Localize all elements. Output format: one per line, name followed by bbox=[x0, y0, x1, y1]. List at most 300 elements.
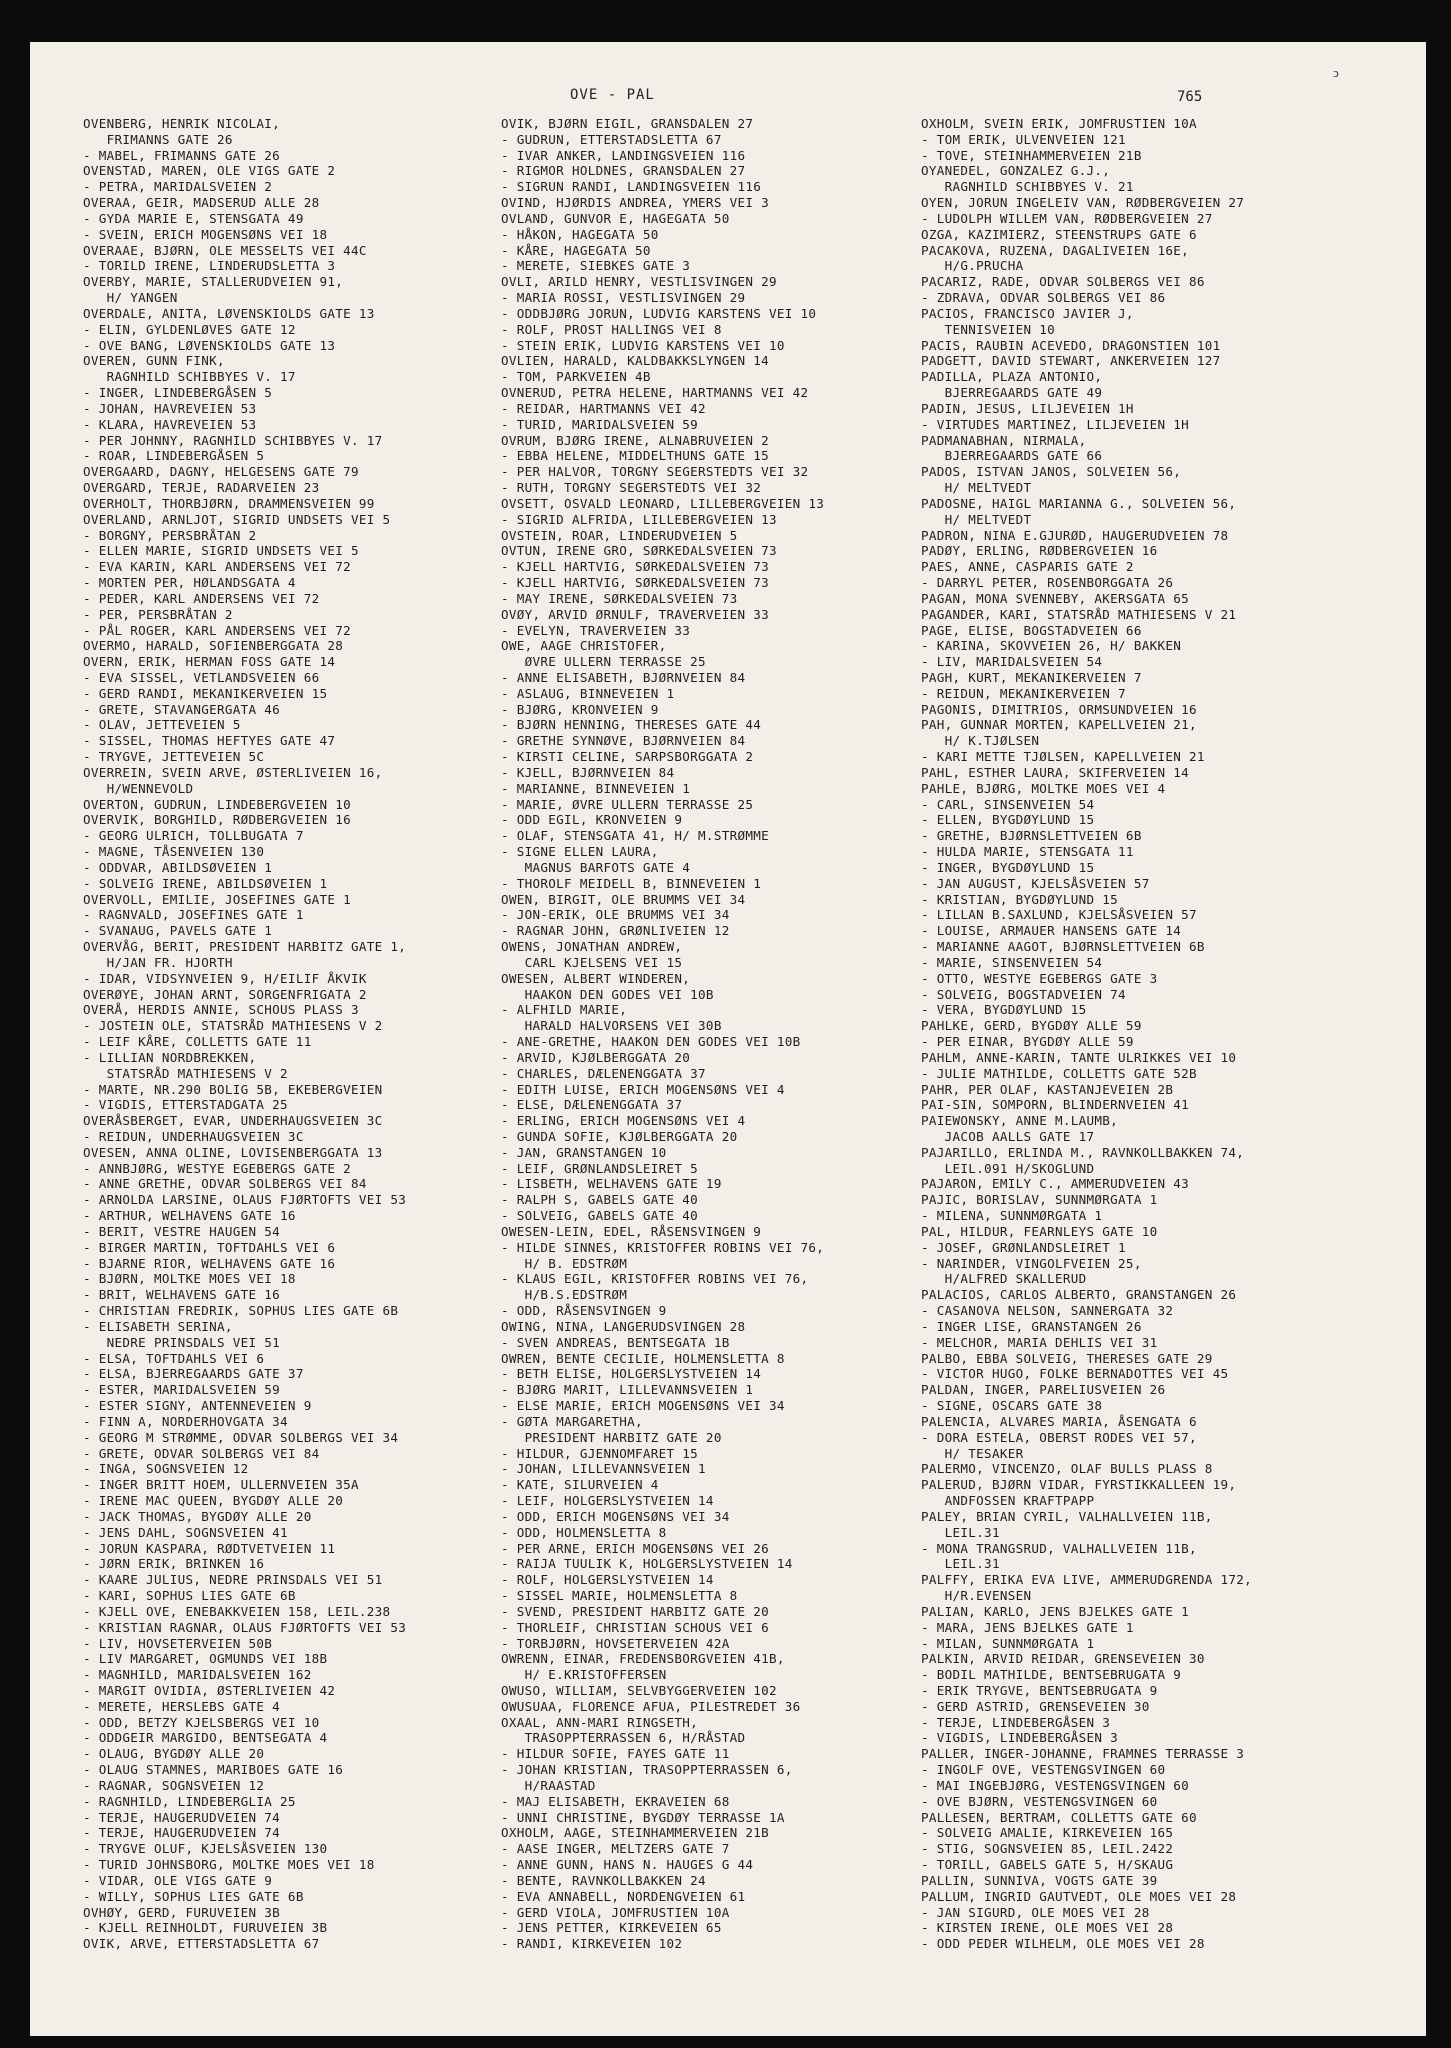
directory-entry-line: - LIV, MARIDALSVEIEN 54 bbox=[921, 654, 1103, 670]
directory-entry-line: - OLAV, JETTEVEIEN 5 bbox=[83, 717, 241, 733]
directory-entry-line: - GEORG M STRØMME, ODVAR SOLBERGS VEI 34 bbox=[83, 1429, 399, 1445]
directory-column-3 bbox=[921, 116, 1252, 1952]
directory-entry-line: - ELIN, GYLDENLØVES GATE 12 bbox=[83, 321, 296, 337]
directory-entry-line: H/RAASTAD bbox=[501, 1777, 596, 1793]
directory-entry-line: - KIRSTI CELINE, SARPSBORGGATA 2 bbox=[501, 749, 754, 765]
directory-entry-line: - INGER, LINDEBERGÅSEN 5 bbox=[83, 385, 273, 401]
directory-entry-line: - ODDGEIR MARGIDO, BENTSEGATA 4 bbox=[83, 1730, 328, 1746]
directory-entry-line: - DORA ESTELA, OBERST RODES VEI 57, bbox=[921, 1429, 1197, 1445]
directory-entry-line: PAGE, ELISE, BOGSTADVEIEN 66 bbox=[921, 622, 1142, 638]
directory-entry-line: - TURID, MARIDALSVEIEN 59 bbox=[501, 416, 699, 432]
directory-entry-line: - IVAR ANKER, LANDINGSVEIEN 116 bbox=[501, 147, 746, 163]
directory-entry-line: - PER ARNE, ERICH MOGENSØNS VEI 26 bbox=[501, 1540, 769, 1556]
directory-entry-line: OVRUM, BJØRG IRENE, ALNABRUVEIEN 2 bbox=[501, 432, 769, 448]
directory-entry-line: - JOSEF, GRØNLANDSLEIRET 1 bbox=[921, 1239, 1126, 1255]
directory-entry-line: - KJELL, BJØRNVEIEN 84 bbox=[501, 764, 675, 780]
directory-entry-line: - ROAR, LINDEBERGÅSEN 5 bbox=[83, 448, 265, 464]
directory-entry-line: PADIN, JESUS, LILJEVEIEN 1H bbox=[921, 400, 1134, 416]
directory-entry-line: - MAI INGEBJØRG, VESTENGSVINGEN 60 bbox=[921, 1777, 1189, 1793]
directory-entry-line: - SVEND, PRESIDENT HARBITZ GATE 20 bbox=[501, 1603, 769, 1619]
directory-entry-line: PAES, ANNE, CASPARIS GATE 2 bbox=[921, 559, 1134, 575]
directory-entry-line: OVERAAE, BJØRN, OLE MESSELTS VEI 44C bbox=[83, 242, 367, 258]
directory-entry-line: OVHØY, GERD, FURUVEIEN 3B bbox=[83, 1904, 281, 1920]
directory-entry-line: PADRON, NINA E.GJURØD, HAUGERUDVEIEN 78 bbox=[921, 527, 1229, 543]
directory-entry-line: - HILDE SINNES, KRISTOFFER ROBINS VEI 76, bbox=[501, 1239, 825, 1255]
directory-entry-line: PAGAN, MONA SVENNEBY, AKERSGATA 65 bbox=[921, 590, 1189, 606]
directory-entry-line: OXHOLM, AAGE, STEINHAMMERVEIEN 21B bbox=[501, 1825, 769, 1841]
directory-entry-line: PALERMO, VINCENZO, OLAF BULLS PLASS 8 bbox=[921, 1461, 1213, 1477]
directory-entry-line: - ANE-GRETHE, HAAKON DEN GODES VEI 10B bbox=[501, 1034, 801, 1050]
directory-entry-line: - INGER BRITT HOEM, ULLERNVEIEN 35A bbox=[83, 1477, 359, 1493]
directory-entry-line: - TRYGVE OLUF, KJELSÅSVEIEN 130 bbox=[83, 1841, 328, 1857]
directory-entry-line: - SIGRID ALFRIDA, LILLEBERGVEIEN 13 bbox=[501, 511, 777, 527]
directory-entry-line: PADOSNE, HAIGL MARIANNA G., SOLVEIEN 56, bbox=[921, 495, 1237, 511]
directory-entry-line: PALBO, EBBA SOLVEIG, THERESES GATE 29 bbox=[921, 1350, 1213, 1366]
directory-entry-line: - BENTE, RAVNKOLLBAKKEN 24 bbox=[501, 1872, 706, 1888]
directory-entry-line: OVERVOLL, EMILIE, JOSEFINES GATE 1 bbox=[83, 891, 351, 907]
directory-entry-line: - ALFHILD MARIE, bbox=[501, 1002, 628, 1018]
directory-entry-line: - IRENE MAC QUEEN, BYGDØY ALLE 20 bbox=[83, 1493, 344, 1509]
directory-entry-line: PADOS, ISTVAN JANOS, SOLVEIEN 56, bbox=[921, 464, 1182, 480]
directory-entry-line: PAHR, PER OLAF, KASTANJEVEIEN 2B bbox=[921, 1081, 1174, 1097]
directory-entry-line: - GUDRUN, ETTERSTADSLETTA 67 bbox=[501, 131, 722, 147]
page-number: 765 bbox=[1177, 89, 1203, 105]
directory-entry-line: CARL KJELSENS VEI 15 bbox=[501, 954, 683, 970]
directory-entry-line: PAJIC, BORISLAV, SUNNMØRGATA 1 bbox=[921, 1192, 1158, 1208]
directory-entry-line: PAHLKE, GERD, BYGDØY ALLE 59 bbox=[921, 1018, 1142, 1034]
directory-entry-line: - MERETE, SIEBKES GATE 3 bbox=[501, 258, 691, 274]
directory-entry-line: PACIS, RAUBIN ACEVEDO, DRAGONSTIEN 101 bbox=[921, 337, 1221, 353]
directory-entry-line: H/ TESAKER bbox=[921, 1445, 1024, 1461]
directory-entry-line: - GERD VIOLA, JOMFRUSTIEN 10A bbox=[501, 1904, 730, 1920]
directory-entry-line: - JULIE MATHILDE, COLLETTS GATE 52B bbox=[921, 1065, 1197, 1081]
directory-entry-line: - NARINDER, VINGOLFVEIEN 25, bbox=[921, 1255, 1142, 1271]
directory-entry-line: - VIRTUDES MARTINEZ, LILJEVEIEN 1H bbox=[921, 416, 1189, 432]
directory-entry-line: OVERVÅG, BERIT, PRESIDENT HARBITZ GATE 1, bbox=[83, 939, 407, 955]
directory-entry-line: - LEIF KÅRE, COLLETTS GATE 11 bbox=[83, 1034, 312, 1050]
directory-entry-line: OVIK, ARVE, ETTERSTADSLETTA 67 bbox=[83, 1936, 320, 1952]
directory-entry-line: PALDAN, INGER, PARELIUSVEIEN 26 bbox=[921, 1382, 1166, 1398]
directory-entry-line: - OVE BANG, LØVENSKIOLDS GATE 13 bbox=[83, 337, 336, 353]
directory-entry-line: H/B.S.EDSTRØM bbox=[501, 1287, 628, 1303]
directory-entry-line: PALKIN, ARVID REIDAR, GRENSEVEIEN 30 bbox=[921, 1651, 1205, 1667]
directory-entry-line: LEIL.31 bbox=[921, 1556, 1000, 1572]
directory-entry-line: - INGER LISE, GRANSTANGEN 26 bbox=[921, 1318, 1142, 1334]
directory-entry-line: PAL, HILDUR, FEARNLEYS GATE 10 bbox=[921, 1223, 1158, 1239]
directory-entry-line: - KARI METTE TJØLSEN, KAPELLVEIEN 21 bbox=[921, 749, 1205, 765]
directory-entry-line: - JOHAN, HAVREVEIEN 53 bbox=[83, 400, 257, 416]
directory-entry-line: - KJELL OVE, ENEBAKKVEIEN 158, LEIL.238 bbox=[83, 1603, 391, 1619]
directory-entry-line: - JOHAN KRISTIAN, TRASOPPTERRASSEN 6, bbox=[501, 1762, 793, 1778]
directory-entry-line: - MARIE, ØVRE ULLERN TERRASSE 25 bbox=[501, 796, 754, 812]
directory-entry-line: - RIGMOR HOLDNES, GRANSDALEN 27 bbox=[501, 163, 746, 179]
directory-entry-line: - OTTO, WESTYE EGEBERGS GATE 3 bbox=[921, 970, 1158, 986]
directory-entry-line: H/WENNEVOLD bbox=[83, 780, 194, 796]
directory-entry-line: - GERD ASTRID, GRENSEVEIEN 30 bbox=[921, 1698, 1150, 1714]
directory-entry-line: PAH, GUNNAR MORTEN, KAPELLVEIEN 21, bbox=[921, 717, 1197, 733]
directory-entry-line: OVENBERG, HENRIK NICOLAI, bbox=[83, 116, 281, 131]
directory-entry-line: - KARINA, SKOVVEIEN 26, H/ BAKKEN bbox=[921, 638, 1182, 654]
directory-entry-line: - LUDOLPH WILLEM VAN, RØDBERGVEIEN 27 bbox=[921, 210, 1213, 226]
directory-entry-line: OVENSTAD, MAREN, OLE VIGS GATE 2 bbox=[83, 163, 336, 179]
directory-page bbox=[30, 42, 1426, 2036]
directory-entry-line: OVERAA, GEIR, MADSERUD ALLE 28 bbox=[83, 195, 320, 211]
directory-entry-line: OVSTEIN, ROAR, LINDERUDVEIEN 5 bbox=[501, 527, 738, 543]
directory-entry-line: - STIG, SOGNSVEIEN 85, LEIL.2422 bbox=[921, 1841, 1174, 1857]
directory-entry-line: - RAGNAR JOHN, GRØNLIVEIEN 12 bbox=[501, 923, 730, 939]
directory-entry-line: - MELCHOR, MARIA DEHLIS VEI 31 bbox=[921, 1334, 1158, 1350]
directory-entry-line: - DARRYL PETER, ROSENBORGGATA 26 bbox=[921, 575, 1174, 591]
directory-entry-line: - KJELL HARTVIG, SØRKEDALSVEIEN 73 bbox=[501, 575, 769, 591]
directory-entry-line: - GYDA MARIE E, STENSGATA 49 bbox=[83, 210, 304, 226]
directory-entry-line: - VIDAR, OLE VIGS GATE 9 bbox=[83, 1872, 273, 1888]
directory-entry-line: - SVEIN, ERICH MOGENSØNS VEI 18 bbox=[83, 226, 328, 242]
directory-entry-line: - CHRISTIAN FREDRIK, SOPHUS LIES GATE 6B bbox=[83, 1303, 399, 1319]
directory-entry-line: - SOLVEIG AMALIE, KIRKEVEIEN 165 bbox=[921, 1825, 1174, 1841]
directory-entry-line: PRESIDENT HARBITZ GATE 20 bbox=[501, 1429, 722, 1445]
directory-entry-line: - RAGNVALD, JOSEFINES GATE 1 bbox=[83, 907, 304, 923]
directory-entry-line: - VIGDIS, LINDEBERGÅSEN 3 bbox=[921, 1730, 1119, 1746]
directory-entry-line: - REIDAR, HARTMANNS VEI 42 bbox=[501, 400, 706, 416]
directory-entry-line: - ESTER, MARIDALSVEIEN 59 bbox=[83, 1382, 281, 1398]
directory-entry-line: - MARIANNE AAGOT, BJØRNSLETTVEIEN 6B bbox=[921, 939, 1205, 955]
directory-entry-line: PALFFY, ERIKA EVA LIVE, AMMERUDGRENDA 172, bbox=[921, 1572, 1253, 1588]
directory-entry-line: - LOUISE, ARMAUER HANSENS GATE 14 bbox=[921, 923, 1182, 939]
page-title: OVE - PAL bbox=[570, 87, 655, 103]
directory-entry-line: OVERÅSBERGET, EVAR, UNDERHAUGSVEIEN 3C bbox=[83, 1113, 383, 1129]
directory-entry-line: OVERÅ, HERDIS ANNIE, SCHOUS PLASS 3 bbox=[83, 1002, 359, 1018]
directory-entry-line: OVNERUD, PETRA HELENE, HARTMANNS VEI 42 bbox=[501, 385, 809, 401]
directory-entry-line: - ELSE, DÆLENENGGATA 37 bbox=[501, 1097, 683, 1113]
directory-entry-line: - MABEL, FRIMANNS GATE 26 bbox=[83, 147, 281, 163]
corner-mark: ↄ bbox=[1333, 66, 1339, 81]
directory-entry-line: - INGA, SOGNSVEIEN 12 bbox=[83, 1461, 249, 1477]
directory-entry-line: - EBBA HELENE, MIDDELTHUNS GATE 15 bbox=[501, 448, 769, 464]
directory-entry-line: - THOROLF MEIDELL B, BINNEVEIEN 1 bbox=[501, 875, 762, 891]
directory-entry-line: - AASE INGER, MELTZERS GATE 7 bbox=[501, 1841, 730, 1857]
directory-entry-line: OVESEN, ANNA OLINE, LOVISENBERGGATA 13 bbox=[83, 1144, 383, 1160]
directory-entry-line: - PETRA, MARIDALSVEIEN 2 bbox=[83, 179, 273, 195]
directory-entry-line: - THORLEIF, CHRISTIAN SCHOUS VEI 6 bbox=[501, 1619, 769, 1635]
directory-entry-line: - ODD, HOLMENSLETTA 8 bbox=[501, 1524, 667, 1540]
directory-entry-line: - ESTER SIGNY, ANTENNEVEIEN 9 bbox=[83, 1398, 312, 1414]
directory-entry-line: OVERDALE, ANITA, LØVENSKIOLDS GATE 13 bbox=[83, 305, 375, 321]
directory-entry-line: - KLAUS EGIL, KRISTOFFER ROBINS VEI 76, bbox=[501, 1271, 809, 1287]
directory-entry-line: H/ MELTVEDT bbox=[921, 511, 1032, 527]
directory-entry-line: OVERN, ERIK, HERMAN FOSS GATE 14 bbox=[83, 654, 336, 670]
directory-entry-line: - ODD, RÅSENSVINGEN 9 bbox=[501, 1303, 667, 1319]
directory-entry-line: - PER EINAR, BYGDØY ALLE 59 bbox=[921, 1034, 1134, 1050]
directory-entry-line: - KARI, SOPHUS LIES GATE 6B bbox=[83, 1588, 296, 1604]
directory-entry-line: - ANNBJØRG, WESTYE EGEBERGS GATE 2 bbox=[83, 1160, 351, 1176]
directory-entry-line: - ARVID, KJØLBERGGATA 20 bbox=[501, 1049, 691, 1065]
directory-entry-line: - TOVE, STEINHAMMERVEIEN 21B bbox=[921, 147, 1142, 163]
directory-entry-line: - ELLEN MARIE, SIGRID UNDSETS VEI 5 bbox=[83, 543, 359, 559]
directory-entry-line: - TERJE, HAUGERUDVEIEN 74 bbox=[83, 1809, 281, 1825]
directory-entry-line: - KAARE JULIUS, NEDRE PRINSDALS VEI 51 bbox=[83, 1572, 383, 1588]
directory-entry-line: OVERVIK, BORGHILD, RØDBERGVEIEN 16 bbox=[83, 812, 351, 828]
directory-entry-line: - CHARLES, DÆLENENGGATA 37 bbox=[501, 1065, 706, 1081]
directory-entry-line: - MARIE, SINSENVEIEN 54 bbox=[921, 954, 1103, 970]
directory-entry-line: - GRETHE SYNNØVE, BJØRNVEIEN 84 bbox=[501, 733, 746, 749]
directory-entry-line: - UNNI CHRISTINE, BYGDØY TERRASSE 1A bbox=[501, 1809, 785, 1825]
directory-entry-line: H/R.EVENSEN bbox=[921, 1588, 1032, 1604]
directory-entry-line: - HILDUR SOFIE, FAYES GATE 11 bbox=[501, 1746, 730, 1762]
directory-entry-line: OVLAND, GUNVOR E, HAGEGATA 50 bbox=[501, 210, 730, 226]
directory-entry-line: - JAN SIGURD, OLE MOES VEI 28 bbox=[921, 1904, 1150, 1920]
directory-entry-line: - GØTA MARGARETHA, bbox=[501, 1413, 643, 1429]
directory-entry-line: - MARTE, NR.290 BOLIG 5B, EKEBERGVEIEN bbox=[83, 1081, 383, 1097]
directory-entry-line: - HILDUR, GJENNOMFARET 15 bbox=[501, 1445, 699, 1461]
directory-entry-line: - LILLIAN NORDBREKKEN, bbox=[83, 1049, 257, 1065]
directory-entry-line: OYEN, JORUN INGELEIV VAN, RØDBERGVEIEN 27 bbox=[921, 195, 1245, 211]
directory-entry-line: OWE, AAGE CHRISTOFER, bbox=[501, 638, 667, 654]
directory-entry-line: MAGNUS BARFOTS GATE 4 bbox=[501, 859, 691, 875]
directory-entry-line: - WILLY, SOPHUS LIES GATE 6B bbox=[83, 1888, 304, 1904]
directory-entry-line: - BJARNE RIOR, WELHAVENS GATE 16 bbox=[83, 1255, 336, 1271]
directory-entry-line: - PÅL ROGER, KARL ANDERSENS VEI 72 bbox=[83, 622, 351, 638]
directory-entry-line: - ELSA, BJERREGAARDS GATE 37 bbox=[83, 1366, 304, 1382]
directory-entry-line: OZGA, KAZIMIERZ, STEENSTRUPS GATE 6 bbox=[921, 226, 1197, 242]
directory-entry-line: - GRETE, ODVAR SOLBERGS VEI 84 bbox=[83, 1445, 320, 1461]
directory-entry-line: - BJØRN HENNING, THERESES GATE 44 bbox=[501, 717, 762, 733]
directory-entry-line: PAJARON, EMILY C., AMMERUDVEIEN 43 bbox=[921, 1176, 1189, 1192]
directory-entry-line: OVØY, ARVID ØRNULF, TRAVERVEIEN 33 bbox=[501, 606, 769, 622]
directory-entry-line: - ELISABETH SERINA, bbox=[83, 1318, 233, 1334]
directory-entry-line: - JORUN KASPARA, RØDTVETVEIEN 11 bbox=[83, 1540, 336, 1556]
directory-entry-line: PAGANDER, KARI, STATSRÅD MATHIESENS V 21 bbox=[921, 606, 1237, 622]
directory-entry-line: - MAJ ELISABETH, EKRAVEIEN 68 bbox=[501, 1793, 730, 1809]
directory-entry-line: - EVA ANNABELL, NORDENGVEIEN 61 bbox=[501, 1888, 746, 1904]
directory-entry-line: PACAKOVA, RUZENA, DAGALIVEIEN 16E, bbox=[921, 242, 1189, 258]
directory-entry-line: LEIL.31 bbox=[921, 1524, 1000, 1540]
directory-entry-line: PADMANABHAN, NIRMALA, bbox=[921, 432, 1087, 448]
directory-entry-line: OVERØYE, JOHAN ARNT, SORGENFRIGATA 2 bbox=[83, 986, 367, 1002]
directory-entry-line: - RANDI, KIRKEVEIEN 102 bbox=[501, 1936, 683, 1952]
directory-entry-line: - INGOLF OVE, VESTENGSVINGEN 60 bbox=[921, 1762, 1166, 1778]
directory-entry-line: OWEN, BIRGIT, OLE BRUMMS VEI 34 bbox=[501, 891, 746, 907]
directory-entry-line: - HÅKON, HAGEGATA 50 bbox=[501, 226, 659, 242]
directory-entry-line: OXHOLM, SVEIN ERIK, JOMFRUSTIEN 10A bbox=[921, 116, 1197, 131]
directory-entry-line: - BORGNY, PERSBRÅTAN 2 bbox=[83, 527, 257, 543]
directory-entry-line: - TORILL, GABELS GATE 5, H/SKAUG bbox=[921, 1857, 1174, 1873]
directory-entry-line: PAHLM, ANNE-KARIN, TANTE ULRIKKES VEI 10 bbox=[921, 1049, 1237, 1065]
directory-entry-line: - ASLAUG, BINNEVEIEN 1 bbox=[501, 685, 675, 701]
directory-entry-line: STATSRÅD MATHIESENS V 2 bbox=[83, 1065, 288, 1081]
directory-entry-line: - SOLVEIG, GABELS GATE 40 bbox=[501, 1208, 699, 1224]
directory-entry-line: RAGNHILD SCHIBBYES V. 21 bbox=[921, 179, 1134, 195]
directory-entry-line: OWUSUAA, FLORENCE AFUA, PILESTREDET 36 bbox=[501, 1698, 801, 1714]
directory-entry-line: - VIGDIS, ETTERSTADGATA 25 bbox=[83, 1097, 288, 1113]
directory-entry-line: - SIGNE, OSCARS GATE 38 bbox=[921, 1398, 1103, 1414]
directory-entry-line: - KLARA, HAVREVEIEN 53 bbox=[83, 416, 257, 432]
directory-entry-line: - BETH ELISE, HOLGERSLYSTVEIEN 14 bbox=[501, 1366, 762, 1382]
directory-entry-line: NEDRE PRINSDALS VEI 51 bbox=[83, 1334, 281, 1350]
directory-entry-line: - JENS PETTER, KIRKEVEIEN 65 bbox=[501, 1920, 722, 1936]
directory-entry-line: ANDFOSSEN KRAFTPAPP bbox=[921, 1493, 1095, 1509]
directory-entry-line: - RAIJA TUULIK K, HOLGERSLYSTVEIEN 14 bbox=[501, 1556, 793, 1572]
directory-entry-line: - VERA, BYGDØYLUND 15 bbox=[921, 1002, 1087, 1018]
directory-entry-line: - MARIANNE, BINNEVEIEN 1 bbox=[501, 780, 691, 796]
directory-entry-line: - ELSE MARIE, ERICH MOGENSØNS VEI 34 bbox=[501, 1398, 785, 1414]
directory-entry-line: - JØRN ERIK, BRINKEN 16 bbox=[83, 1556, 265, 1572]
directory-entry-line: - MILENA, SUNNMØRGATA 1 bbox=[921, 1208, 1103, 1224]
directory-entry-line: - PER HALVOR, TORGNY SEGERSTEDTS VEI 32 bbox=[501, 464, 809, 480]
directory-entry-line: PAIEWONSKY, ANNE M.LAUMB, bbox=[921, 1113, 1119, 1129]
directory-entry-line: PAI-SIN, SOMPORN, BLINDERNVEIEN 41 bbox=[921, 1097, 1189, 1113]
directory-entry-line: - TORBJØRN, HOVSETERVEIEN 42A bbox=[501, 1635, 730, 1651]
directory-entry-line: - KJELL REINHOLDT, FURUVEIEN 3B bbox=[83, 1920, 328, 1936]
directory-entry-line: OYANEDEL, GONZALEZ G.J., bbox=[921, 163, 1111, 179]
directory-entry-line: - CASANOVA NELSON, SANNERGATA 32 bbox=[921, 1303, 1174, 1319]
directory-entry-line: OWENS, JONATHAN ANDREW, bbox=[501, 939, 683, 955]
directory-entry-line: PAHLE, BJØRG, MOLTKE MOES VEI 4 bbox=[921, 780, 1166, 796]
directory-entry-line: - GRETE, STAVANGERGATA 46 bbox=[83, 701, 281, 717]
directory-entry-line: - RALPH S, GABELS GATE 40 bbox=[501, 1192, 699, 1208]
directory-entry-line: - ELSA, TOFTDAHLS VEI 6 bbox=[83, 1350, 265, 1366]
directory-entry-line: - LEIF, HOLGERSLYSTVEIEN 14 bbox=[501, 1493, 714, 1509]
directory-entry-line: - ODDBJØRG JORUN, LUDVIG KARSTENS VEI 10 bbox=[501, 305, 817, 321]
directory-entry-line: - MARGIT OVIDIA, ØSTERLIVEIEN 42 bbox=[83, 1682, 336, 1698]
directory-entry-line: - OVE BJØRN, VESTENGSVINGEN 60 bbox=[921, 1793, 1158, 1809]
directory-entry-line: - TERJE, LINDEBERGÅSEN 3 bbox=[921, 1714, 1111, 1730]
directory-entry-line: H/ALFRED SKALLERUD bbox=[921, 1271, 1087, 1287]
directory-entry-line: - GRETHE, BJØRNSLETTVEIEN 6B bbox=[921, 828, 1142, 844]
directory-entry-line: OVLIEN, HARALD, KALDBAKKSLYNGEN 14 bbox=[501, 353, 769, 369]
directory-entry-line: - SOLVEIG IRENE, ABILDSØVEIEN 1 bbox=[83, 875, 328, 891]
directory-entry-line: H/ E.KRISTOFFERSEN bbox=[501, 1667, 667, 1683]
directory-entry-line: - RUTH, TORGNY SEGERSTEDTS VEI 32 bbox=[501, 480, 762, 496]
directory-entry-line: - FINN A, NORDERHOVGATA 34 bbox=[83, 1413, 288, 1429]
directory-entry-line: - OLAUG STAMNES, MARIBOES GATE 16 bbox=[83, 1762, 344, 1778]
directory-entry-line: - BRIT, WELHAVENS GATE 16 bbox=[83, 1287, 281, 1303]
directory-entry-line: - ODDVAR, ABILDSØVEIEN 1 bbox=[83, 859, 273, 875]
directory-entry-line: - LIV MARGARET, OGMUNDS VEI 18B bbox=[83, 1651, 328, 1667]
directory-entry-line: - KJELL HARTVIG, SØRKEDALSVEIEN 73 bbox=[501, 559, 769, 575]
directory-entry-line: - EDITH LUISE, ERICH MOGENSØNS VEI 4 bbox=[501, 1081, 785, 1097]
directory-entry-line: - TURID JOHNSBORG, MOLTKE MOES VEI 18 bbox=[83, 1857, 375, 1873]
directory-entry-line: - GEORG ULRICH, TOLLBUGATA 7 bbox=[83, 828, 304, 844]
directory-entry-line: - SOLVEIG, BOGSTADVEIEN 74 bbox=[921, 986, 1126, 1002]
directory-entry-line: - JENS DAHL, SOGNSVEIEN 41 bbox=[83, 1524, 288, 1540]
directory-entry-line: OVLI, ARILD HENRY, VESTLISVINGEN 29 bbox=[501, 274, 777, 290]
directory-entry-line: - JAN, GRANSTANGEN 10 bbox=[501, 1144, 667, 1160]
directory-entry-line: OVIK, BJØRN EIGIL, GRANSDALEN 27 bbox=[501, 116, 754, 131]
directory-entry-line: - JAN AUGUST, KJELSÅSVEIEN 57 bbox=[921, 875, 1150, 891]
directory-entry-line: - CARL, SINSENVEIEN 54 bbox=[921, 796, 1095, 812]
directory-entry-line: - GUNDA SOFIE, KJØLBERGGATA 20 bbox=[501, 1129, 738, 1144]
directory-entry-line: PALERUD, BJØRN VIDAR, FYRSTIKKALLEEN 19, bbox=[921, 1477, 1237, 1493]
directory-entry-line: - BERIT, VESTRE HAUGEN 54 bbox=[83, 1223, 281, 1239]
directory-entry-line: - OLAF, STENSGATA 41, H/ M.STRØMME bbox=[501, 828, 769, 844]
directory-entry-line: PALENCIA, ALVARES MARIA, ÅSENGATA 6 bbox=[921, 1413, 1197, 1429]
directory-entry-line: PALLESEN, BERTRAM, COLLETTS GATE 60 bbox=[921, 1809, 1197, 1825]
directory-entry-line: - MERETE, HERSLEBS GATE 4 bbox=[83, 1698, 281, 1714]
directory-entry-line: - ODD, ERICH MOGENSØNS VEI 34 bbox=[501, 1508, 730, 1524]
directory-entry-line: PADILLA, PLAZA ANTONIO, bbox=[921, 369, 1103, 385]
directory-column-1 bbox=[83, 116, 406, 1952]
directory-entry-line: PAJARILLO, ERLINDA M., RAVNKOLLBAKKEN 74, bbox=[921, 1144, 1245, 1160]
directory-entry-line: - ANNE GRETHE, ODVAR SOLBERGS VEI 84 bbox=[83, 1176, 367, 1192]
directory-entry-line: LEIL.091 H/SKOGLUND bbox=[921, 1160, 1095, 1176]
directory-entry-line: - ELLEN, BYGDØYLUND 15 bbox=[921, 812, 1095, 828]
directory-entry-line: PACIOS, FRANCISCO JAVIER J, bbox=[921, 305, 1134, 321]
directory-entry-line: - MAY IRENE, SØRKEDALSVEIEN 73 bbox=[501, 590, 738, 606]
directory-entry-line: OVERGARD, TERJE, RADARVEIEN 23 bbox=[83, 480, 320, 496]
directory-entry-line: H/JAN FR. HJORTH bbox=[83, 954, 233, 970]
directory-entry-line: - MARA, JENS BJELKES GATE 1 bbox=[921, 1619, 1134, 1635]
directory-entry-line: - BJØRG, KRONVEIEN 9 bbox=[501, 701, 659, 717]
directory-entry-line: OVERLAND, ARNLJOT, SIGRID UNDSETS VEI 5 bbox=[83, 511, 391, 527]
directory-entry-line: - STEIN ERIK, LUDVIG KARSTENS VEI 10 bbox=[501, 337, 785, 353]
directory-entry-line: PADGETT, DAVID STEWART, ANKERVEIEN 127 bbox=[921, 353, 1221, 369]
directory-entry-line: HAAKON DEN GODES VEI 10B bbox=[501, 986, 714, 1002]
directory-entry-line: - EVA SISSEL, VETLANDSVEIEN 66 bbox=[83, 669, 320, 685]
directory-entry-line: - HULDA MARIE, STENSGATA 11 bbox=[921, 844, 1134, 860]
directory-entry-line: H/ K.TJØLSEN bbox=[921, 733, 1040, 749]
directory-entry-line: OVERGAARD, DAGNY, HELGESENS GATE 79 bbox=[83, 464, 359, 480]
directory-entry-line: - MILAN, SUNNMØRGATA 1 bbox=[921, 1635, 1095, 1651]
directory-entry-line: - RAGNHILD, LINDEBERGLIA 25 bbox=[83, 1793, 296, 1809]
directory-entry-line: - SVEN ANDREAS, BENTSEGATA 1B bbox=[501, 1334, 730, 1350]
directory-entry-line: PALLUM, INGRID GAUTVEDT, OLE MOES VEI 28 bbox=[921, 1888, 1237, 1904]
directory-entry-line: - EVA KARIN, KARL ANDERSENS VEI 72 bbox=[83, 559, 351, 575]
directory-entry-line: FRIMANNS GATE 26 bbox=[83, 131, 233, 147]
directory-entry-line: - TERJE, HAUGERUDVEIEN 74 bbox=[83, 1825, 281, 1841]
directory-entry-line: PALLIN, SUNNIVA, VOGTS GATE 39 bbox=[921, 1872, 1158, 1888]
directory-entry-line: - LEIF, GRØNLANDSLEIRET 5 bbox=[501, 1160, 699, 1176]
directory-entry-line: - SVANAUG, PAVELS GATE 1 bbox=[83, 923, 273, 939]
directory-entry-line: - TOM, PARKVEIEN 4B bbox=[501, 369, 651, 385]
directory-entry-line: OVSETT, OSVALD LEONARD, LILLEBERGVEIEN 13 bbox=[501, 495, 825, 511]
directory-entry-line: PALEY, BRIAN CYRIL, VALHALLVEIEN 11B, bbox=[921, 1508, 1213, 1524]
directory-entry-line: - BIRGER MARTIN, TOFTDAHLS VEI 6 bbox=[83, 1239, 336, 1255]
directory-entry-line: TENNISVEIEN 10 bbox=[921, 321, 1055, 337]
directory-entry-line: H/G.PRUCHA bbox=[921, 258, 1024, 274]
directory-entry-line: PALIAN, KARLO, JENS BJELKES GATE 1 bbox=[921, 1603, 1189, 1619]
directory-entry-line: OVIND, HJØRDIS ANDREA, YMERS VEI 3 bbox=[501, 195, 769, 211]
directory-entry-line: - KÅRE, HAGEGATA 50 bbox=[501, 242, 651, 258]
directory-entry-line: H/ B. EDSTRØM bbox=[501, 1255, 628, 1271]
directory-entry-line: OVERMO, HARALD, SOFIENBERGGATA 28 bbox=[83, 638, 344, 654]
directory-entry-line: OWREN, BENTE CECILIE, HOLMENSLETTA 8 bbox=[501, 1350, 785, 1366]
directory-entry-line: - KATE, SILURVEIEN 4 bbox=[501, 1477, 659, 1493]
directory-entry-line: - MAGNHILD, MARIDALSVEIEN 162 bbox=[83, 1667, 312, 1683]
directory-entry-line: - KRISTIAN, BYGDØYLUND 15 bbox=[921, 891, 1119, 907]
directory-entry-line: OWESEN, ALBERT WINDEREN, bbox=[501, 970, 691, 986]
directory-entry-line: - KIRSTEN IRENE, OLE MOES VEI 28 bbox=[921, 1920, 1174, 1936]
directory-entry-line: BJERREGAARDS GATE 66 bbox=[921, 448, 1103, 464]
directory-entry-line: - EVELYN, TRAVERVEIEN 33 bbox=[501, 622, 691, 638]
directory-entry-line: - ERIK TRYGVE, BENTSEBRUGATA 9 bbox=[921, 1682, 1158, 1698]
directory-entry-line: PALACIOS, CARLOS ALBERTO, GRANSTANGEN 26 bbox=[921, 1287, 1237, 1303]
directory-entry-line: JACOB AALLS GATE 17 bbox=[921, 1129, 1095, 1144]
directory-entry-line: - PEDER, KARL ANDERSENS VEI 72 bbox=[83, 590, 320, 606]
directory-entry-line: HARALD HALVORSENS VEI 30B bbox=[501, 1018, 722, 1034]
directory-entry-line: - VICTOR HUGO, FOLKE BERNADOTTES VEI 45 bbox=[921, 1366, 1229, 1382]
directory-entry-line: PADØY, ERLING, RØDBERGVEIEN 16 bbox=[921, 543, 1158, 559]
directory-entry-line: - JOHAN, LILLEVANNSVEIEN 1 bbox=[501, 1461, 706, 1477]
directory-entry-line: - ZDRAVA, ODVAR SOLBERGS VEI 86 bbox=[921, 290, 1166, 306]
directory-entry-line: - REIDUN, MEKANIKERVEIEN 7 bbox=[921, 685, 1126, 701]
directory-entry-line: - SIGNE ELLEN LAURA, bbox=[501, 844, 659, 860]
directory-entry-line: PAHL, ESTHER LAURA, SKIFERVEIEN 14 bbox=[921, 764, 1189, 780]
directory-entry-line: - OLAUG, BYGDØY ALLE 20 bbox=[83, 1746, 265, 1762]
directory-entry-line: - BJØRG MARIT, LILLEVANNSVEIEN 1 bbox=[501, 1382, 754, 1398]
directory-entry-line: - INGER, BYGDØYLUND 15 bbox=[921, 859, 1095, 875]
directory-entry-line: H/ MELTVEDT bbox=[921, 480, 1032, 496]
directory-entry-line: OVERREIN, SVEIN ARVE, ØSTERLIVEIEN 16, bbox=[83, 764, 383, 780]
